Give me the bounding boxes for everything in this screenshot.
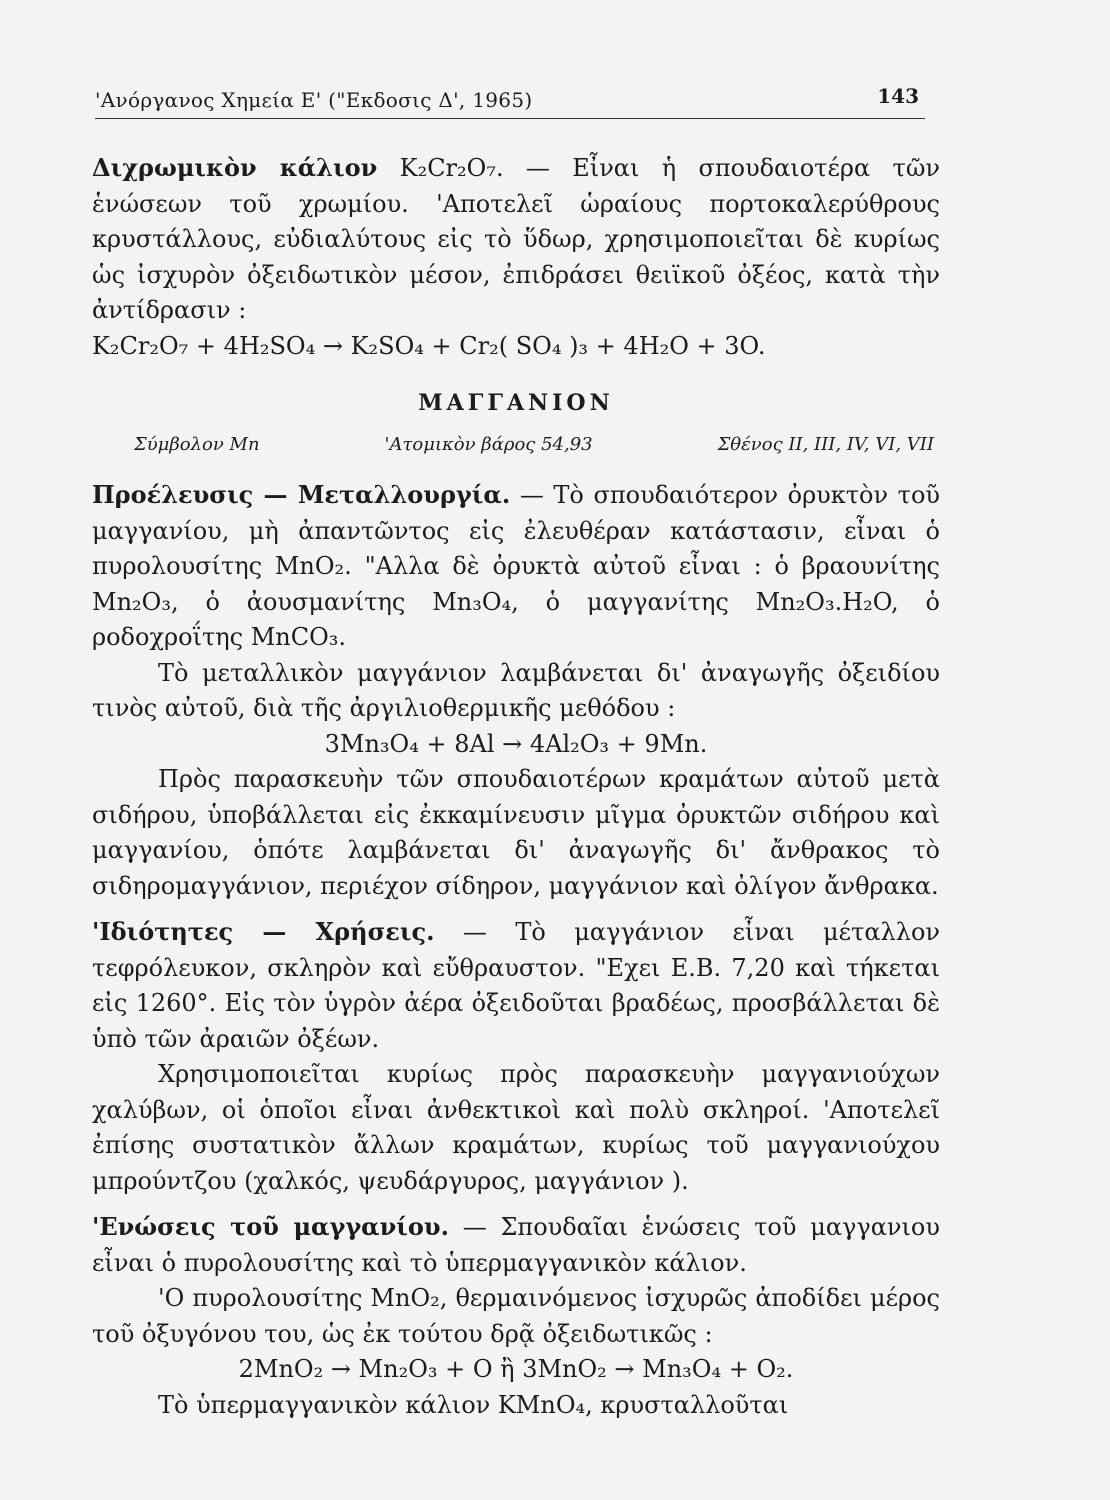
- dichromate-equation: K₂Cr₂O₇ + 4H₂SO₄ → K₂SO₄ + Cr₂( SO₄ )₃ + 4H₂O + 3O.: [92, 331, 766, 360]
- dichromate-formula: K₂Cr₂O₇.: [399, 154, 504, 182]
- properties-paragraph: [92, 914, 940, 1057]
- element-data-line: [92, 434, 940, 455]
- compounds-text: — Σπουδαῖαι ἑνώσεις τοῦ μαγγανιου εἶναι ὁ πυρολουσίτης καὶ τὸ ὑπερμαγγανικὸν κάλιον.: [92, 1213, 940, 1277]
- section-title: ΜΑΓΓΑΝΙΟΝ: [418, 390, 614, 416]
- pyrolusite-equation: 2MnO₂ → Mn₂O₃ + O ἢ 3MnO₂ → Mn₃O₄ + O₂.: [238, 1355, 794, 1383]
- dichromate-heading: Διχρωμικὸν κάλιον: [92, 153, 378, 182]
- element-symbol: Σύμβολον Mn: [134, 434, 260, 455]
- uses-paragraph: Χρησιμοποιεῖται κυρίως πρὸς παρασκευὴν μαγγανιούχων χαλύβων, οἱ ὁποῖοι εἶναι ἀνθεκτικοὶ καὶ πολὺ σκληροί. 'Αποτελεῖ ἐπίσης συστατικὸν ἄλλων κραμάτων, κυρίως τοῦ μαγγανιούχου μπρούντζου (χαλκός, ψευδάργυρος, μαγγάνιον ).: [92, 1060, 940, 1195]
- valence: Σθένος II, III, IV, VI, VII: [717, 434, 934, 455]
- properties-text: — Τὸ μαγγάνιον εἶναι μέταλλον τεφρόλευκον, σκληρὸν καὶ εὔθραυστον. "Εχει Ε.Β. 7,20 καὶ τήκεται εἰς 1260°. Εἰς τὸν ὑγρὸν ἀέρα ὀξειδοῦται βραδέως, προσβάλλεται δὲ ὑπὸ τῶν ἀραιῶν ὀξέων.: [92, 918, 940, 1053]
- permanganate-paragraph: Τὸ ὑπερμαγγανικὸν κάλιον KMnO₄, κρυσταλλοῦται: [158, 1390, 789, 1419]
- aluminothermic-equation: 3Mn₃O₄ + 8Al → 4Al₂O₃ + 9Mn.: [324, 729, 708, 758]
- ferromanganese-paragraph: Πρὸς παρασκευὴν τῶν σπουδαιοτέρων κραμάτων αὐτοῦ μετὰ σιδήρου, ὑποβάλλεται εἰς ἐκκαμίνευσιν μῖγμα ὀρυκτῶν σιδήρου καὶ μαγγανίου, ὁπότε λαμβάνεται δι' ἀναγωγῆς δι' ἄνθρακος τὸ σιδηρομαγγάνιον, περιέχον σίδηρον, μαγγάνιον καὶ ὀλίγον ἄνθρακα.: [92, 765, 940, 900]
- running-header: [95, 86, 925, 119]
- atomic-weight: 'Ατομικὸν βάρος 54,93: [384, 434, 593, 455]
- occurrence-heading: Προέλευσις — Μεταλλουργία.: [92, 480, 511, 509]
- occurrence-text: — Τὸ σπουδαιότερον ὀρυκτὸν τοῦ μαγγανίου, μὴ ἀπαντῶντος εἰς ἐλευθέραν κατάστασιν, εἶναι ὁ πυρολουσίτης MnO₂. "Αλλα δὲ ὀρυκτὰ αὐτοῦ εἶναι : ὁ βραουνίτης Mn₂O₃, ὁ ἀουσμανίτης Mn₃O₄, ὁ μαγγανίτης Mn₂O₃.H₂O, ὁ ροδοχροΐτης MnCO₃.: [92, 481, 941, 651]
- compounds-paragraph: [92, 1209, 940, 1281]
- dichromate-text: — Εἶναι ἡ σπουδαιοτέρα τῶν ἑνώσεων τοῦ χρωμίου. 'Αποτελεῖ ὡραίους πορτοκαλερύθρους κρυστάλλους, εὐδιαλύτους εἰς τὸ ὕδωρ, χρησιμοποιεῖται δὲ κυρίως ὡς ἰσχυρὸν ὀξειδωτικὸν μέσον, ἐπιδράσει θειϊκοῦ ὀξέος, κατὰ τὴν ἀντίδρασιν :: [92, 154, 940, 324]
- metallurgy-paragraph: Τὸ μεταλλικὸν μαγγάνιον λαμβάνεται δι' ἀναγωγῆς ὀξειδίου τινὸς αὐτοῦ, διὰ τῆς ἀργιλιοθερμικῆς μεθόδου :: [92, 658, 940, 722]
- page-body: [92, 150, 940, 1423]
- occurrence-paragraph: [92, 477, 940, 656]
- dichromate-paragraph: [92, 150, 940, 329]
- header-title: 'Ανόργανος Χημεία Ε' ("Εκδοσις Δ', 1965): [95, 88, 533, 112]
- properties-heading: 'Ιδιότητες — Χρήσεις.: [92, 917, 435, 946]
- pyrolusite-paragraph: 'Ο πυρολουσίτης MnO₂, θερμαινόμενος ἰσχυρῶς ἀποδίδει μέρος τοῦ ὀξυγόνου του, ὡς ἐκ τούτου δρᾷ ὀξειδωτικῶς :: [92, 1284, 940, 1348]
- compounds-heading: 'Ενώσεις τοῦ μαγγανίου.: [92, 1212, 449, 1241]
- page-number: 143: [877, 84, 919, 108]
